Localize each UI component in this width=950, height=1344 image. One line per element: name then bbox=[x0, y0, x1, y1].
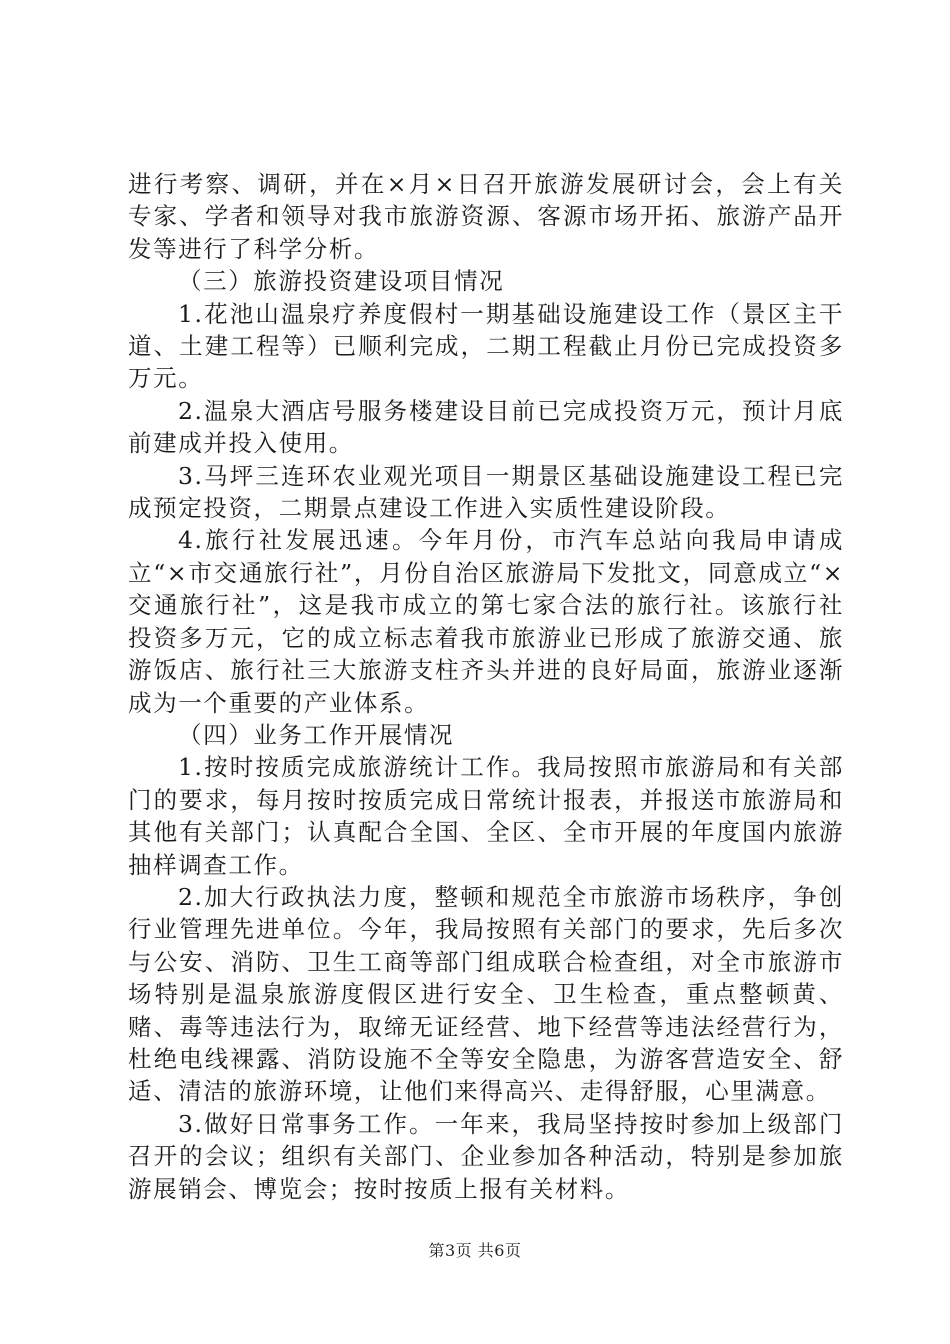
section-heading-investment: （三）旅游投资建设项目情况 bbox=[178, 267, 505, 296]
paragraph-continuation: 进行考察、调研，并在×月×日召开旅游发展研讨会，会上有关专家、学者和领导对我市旅游资源、客源市场开拓、旅游产品开发等进行了科学分析。 bbox=[128, 170, 844, 263]
section-heading-business: （四）业务工作开展情况 bbox=[178, 720, 455, 749]
paragraph-item: 1.按时按质完成旅游统计工作。我局按照市旅游局和有关部门的要求，每月按时按质完成日常统计报表，并报送市旅游局和其他有关部门；认真配合全国、全区、全市开展的年度国内旅游抽样调查工作。 bbox=[128, 753, 844, 879]
paragraph-item: 3.做好日常事务工作。一年来，我局坚持按时参加上级部门召开的会议；组织有关部门、企业参加各种活动，特别是参加旅游展销会、博览会；按时按质上报有关材料。 bbox=[128, 1109, 844, 1203]
paragraph-item: 2.加大行政执法力度，整顿和规范全市旅游市场秩序，争创行业管理先进单位。今年，我局按照有关部门的要求，先后多次与公安、消防、卫生工商等部门组成联合检查组，对全市旅游市场特别是温泉旅游度假区进行安全、卫生检查，重点整顿黄、赌、毒等违法行为，取缔无证经营、地下经营等违法经营行为，杜绝电线裸露、消防设施不全等安全隐患，为游客营造安全、舒适、清洁的旅游环境，让他们来得高兴、走得舒服，心里满意。 bbox=[128, 882, 844, 1106]
document-body bbox=[128, 168, 844, 1205]
page-footer: 第3页 共6页 bbox=[428, 1241, 522, 1260]
paragraph-item: 4.旅行社发展迅速。今年月份，市汽车总站向我局申请成立“×市交通旅行社”，月份自治区旅游局下发批文，同意成立“×交通旅行社”，这是我市成立的第七家合法的旅行社。该旅行社投资多万元，它的成立标志着我市旅游业已形成了旅游交通、旅游饭店、旅行社三大旅游支柱齐头并进的良好局面，旅游业逐渐成为一个重要的产业体系。 bbox=[128, 526, 844, 717]
paragraph-item: 3.马坪三连环农业观光项目一期景区基础设施建设工程已完成预定投资，二期景点建设工作进入实质性建设阶段。 bbox=[128, 461, 844, 523]
paragraph-item: 1.花池山温泉疗养度假村一期基础设施建设工作（景区主干道、土建工程等）已顺利完成，二期工程截止月份已完成投资多万元。 bbox=[128, 299, 844, 393]
paragraph-item: 2.温泉大酒店号服务楼建设目前已完成投资万元，预计月底前建成并投入使用。 bbox=[128, 396, 844, 458]
